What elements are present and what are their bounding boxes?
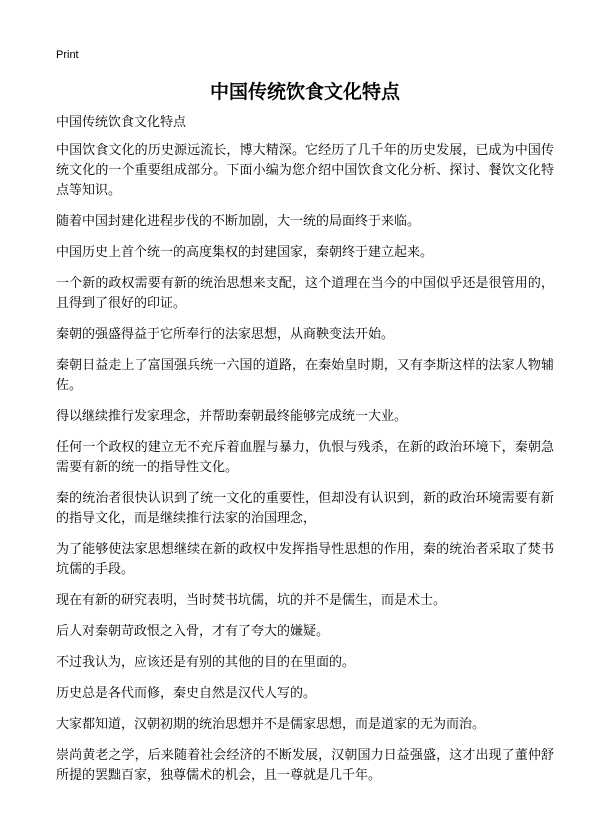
paragraph: 秦的统治者很快认识到了统一文化的重要性，但却没有认识到，新的政治环境需要有新的指导文化，而是继续推行法家的治国理念， [56,491,554,526]
paragraph: 不过我认为，应该还是有别的其他的目的在里面的。 [56,655,356,670]
paragraph: 中国饮食文化的历史源远流长，博大精深。它经历了几千年的历史发展，已成为中国传统文化的一个重要组成部分。下面小编为您介绍中国饮食文化分析、探讨、餐饮文化特点等知识。 [56,143,554,198]
print-link[interactable]: Print [56,49,79,61]
document-title: 中国传统饮食文化特点 [209,81,400,103]
paragraph: 中国传统饮食文化特点 [56,115,187,130]
paragraph: 秦朝的强盛得益于它所奉行的法家思想，从商鞅变法开始。 [56,327,395,342]
paragraph: 一个新的政权需要有新的统治思想来支配，这个道理在当今的中国似乎还是很管用的，且得到了很好的印证。 [56,276,554,311]
paragraph: 秦朝日益走上了富国强兵统一六国的道路，在秦始皇时期，又有李斯这样的法家人物辅佐。 [56,358,554,393]
paragraph: 得以继续推行发家理念，并帮助秦朝最终能够完成统一大业。 [56,409,408,424]
paragraph: 崇尚黄老之学，后来随着社会经济的不断发展，汉朝国力日益强盛，这才出现了董仲舒所提的罢黜百家，独尊儒术的机会，且一尊就是几千年。 [56,748,554,783]
paragraph: 历史总是各代而修，秦史自然是汉代人写的。 [56,686,317,701]
paragraph: 现在有新的研究表明，当时焚书坑儒，坑的并不是儒生，而是术士。 [56,593,447,608]
paragraph: 后人对秦朝苛政恨之入骨，才有了夸大的嫌疑。 [56,624,330,639]
paragraph: 随着中国封建化进程步伐的不断加剧，大一统的局面终于来临。 [56,214,421,229]
paragraph: 为了能够使法家思想继续在新的政权中发挥指导性思想的作用，秦的统治者采取了焚书坑儒的手段。 [56,542,554,577]
paragraph: 中国历史上首个统一的高度集权的封建国家，秦朝终于建立起来。 [56,245,434,260]
paragraph: 大家都知道，汉朝初期的统治思想并不是儒家思想，而是道家的无为而治。 [56,717,486,732]
document-body [56,113,554,786]
paragraph: 任何一个政权的建立无不充斥着血腥与暴力，仇恨与残杀，在新的政治环境下，秦朝急需要有新的统一的指导性文化。 [56,440,554,475]
